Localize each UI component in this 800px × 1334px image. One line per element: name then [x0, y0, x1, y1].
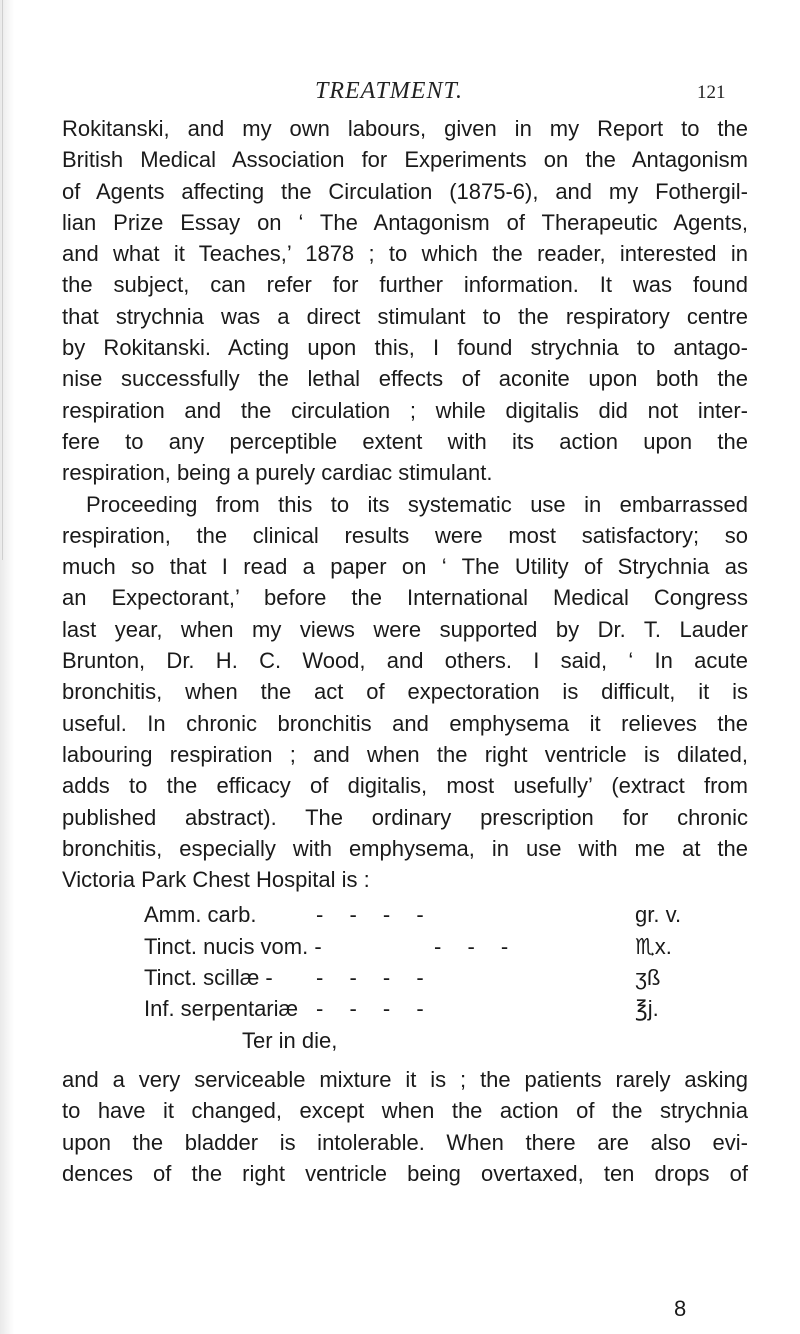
- text-line: by Rokitanski. Acting upon this, I found strychnia to antago-: [62, 335, 748, 361]
- prescription-directions-row: [62, 1025, 748, 1056]
- prescription-item: [62, 931, 748, 962]
- prescription-dose: gr. v.: [635, 902, 682, 928]
- text-line: respiration and the circulation ; while digitalis did not inter-: [62, 397, 748, 423]
- text-line: much so that I read a paper on ‘ The Utility of Strychnia as: [62, 554, 748, 580]
- page-number: 121: [697, 82, 726, 103]
- text-line: fere to any perceptible extent with its action upon the: [62, 428, 748, 454]
- text-line: and what it Teaches,’ 1878 ; to which the reader, interested in: [62, 241, 748, 267]
- prescription-drug: Inf. serpentariæ: [144, 996, 299, 1022]
- text-line: to have it changed, except when the action of the strychnia: [62, 1098, 748, 1124]
- text-line: an Expectorant,’ before the International Medical Congress: [62, 585, 748, 611]
- text-line: bronchitis, especially with emphysema, in use with me at the: [62, 835, 748, 861]
- text-line: labouring respiration ; and when the right ventricle is dilated,: [62, 741, 748, 767]
- prescription: [62, 899, 748, 1055]
- text-line: and a very serviceable mixture it is ; the patients rarely asking: [62, 1066, 748, 1092]
- text-line: Proceeding from this to its systematic use in embarrassed: [86, 491, 748, 517]
- prescription-drug: Tinct. scillæ -: [144, 965, 273, 991]
- text-line: bronchitis, when the act of expectoration is difficult, it is: [62, 679, 748, 705]
- signature-mark: 8: [674, 1296, 687, 1321]
- text-line: last year, when my views were supported by Dr. T. Lauder: [62, 616, 748, 642]
- prescription-dose: ♏x.: [635, 933, 672, 959]
- text-line: Rokitanski, and my own labours, given in my Report to the: [62, 116, 748, 141]
- text-line: Victoria Park Chest Hospital is :: [62, 867, 370, 893]
- paragraph-3: [62, 1064, 748, 1189]
- text-line: adds to the efficacy of digitalis, most usefully’ (extract from: [62, 773, 748, 799]
- prescription-item: [62, 899, 748, 930]
- prescription-drug: Tinct. nucis vom. -: [144, 933, 322, 959]
- text-line: nise successfully the lethal effects of aconite upon both the: [62, 366, 748, 392]
- running-head: [0, 78, 800, 110]
- text-line: Brunton, Dr. H. C. Wood, and others. I said, ‘ In acute: [62, 648, 748, 674]
- text-line: respiration, being a purely cardiac stimulant.: [62, 460, 493, 486]
- text-line: British Medical Association for Experiments on the Antagonism: [62, 147, 748, 173]
- paragraph-1: [62, 113, 748, 489]
- text-line: upon the bladder is intolerable. When there are also evi-: [62, 1129, 748, 1155]
- body-text: [62, 113, 748, 1189]
- text-line: of Agents affecting the Circulation (1875-6), and my Fothergil-: [62, 178, 748, 204]
- text-line: published abstract). The ordinary prescription for chronic: [62, 804, 748, 830]
- prescription-leader: - - - -: [316, 902, 434, 928]
- prescription-item: [62, 993, 748, 1024]
- running-head-title: TREATMENT.: [315, 78, 464, 104]
- text-line: dences of the right ventricle being overtaxed, ten drops of: [62, 1160, 748, 1186]
- prescription-directions: Ter in die,: [242, 1027, 338, 1053]
- prescription-leader: - - - -: [316, 965, 434, 991]
- prescription-item: [62, 962, 748, 993]
- prescription-dose: ʒß: [635, 965, 661, 991]
- text-line: that strychnia was a direct stimulant to the respiratory centre: [62, 303, 748, 329]
- prescription-drug: Amm. carb.: [144, 902, 257, 928]
- paragraph-2: [62, 489, 748, 896]
- text-line: useful. In chronic bronchitis and emphysema it relieves the: [62, 710, 748, 736]
- prescription-leader: - - -: [434, 933, 519, 959]
- prescription-dose: ℥j.: [635, 996, 659, 1022]
- text-line: lian Prize Essay on ‘ The Antagonism of Therapeutic Agents,: [62, 209, 748, 235]
- text-line: the subject, can refer for further information. It was found: [62, 272, 748, 298]
- prescription-leader: - - - -: [316, 996, 434, 1022]
- text-line: respiration, the clinical results were most satisfactory; so: [62, 522, 748, 548]
